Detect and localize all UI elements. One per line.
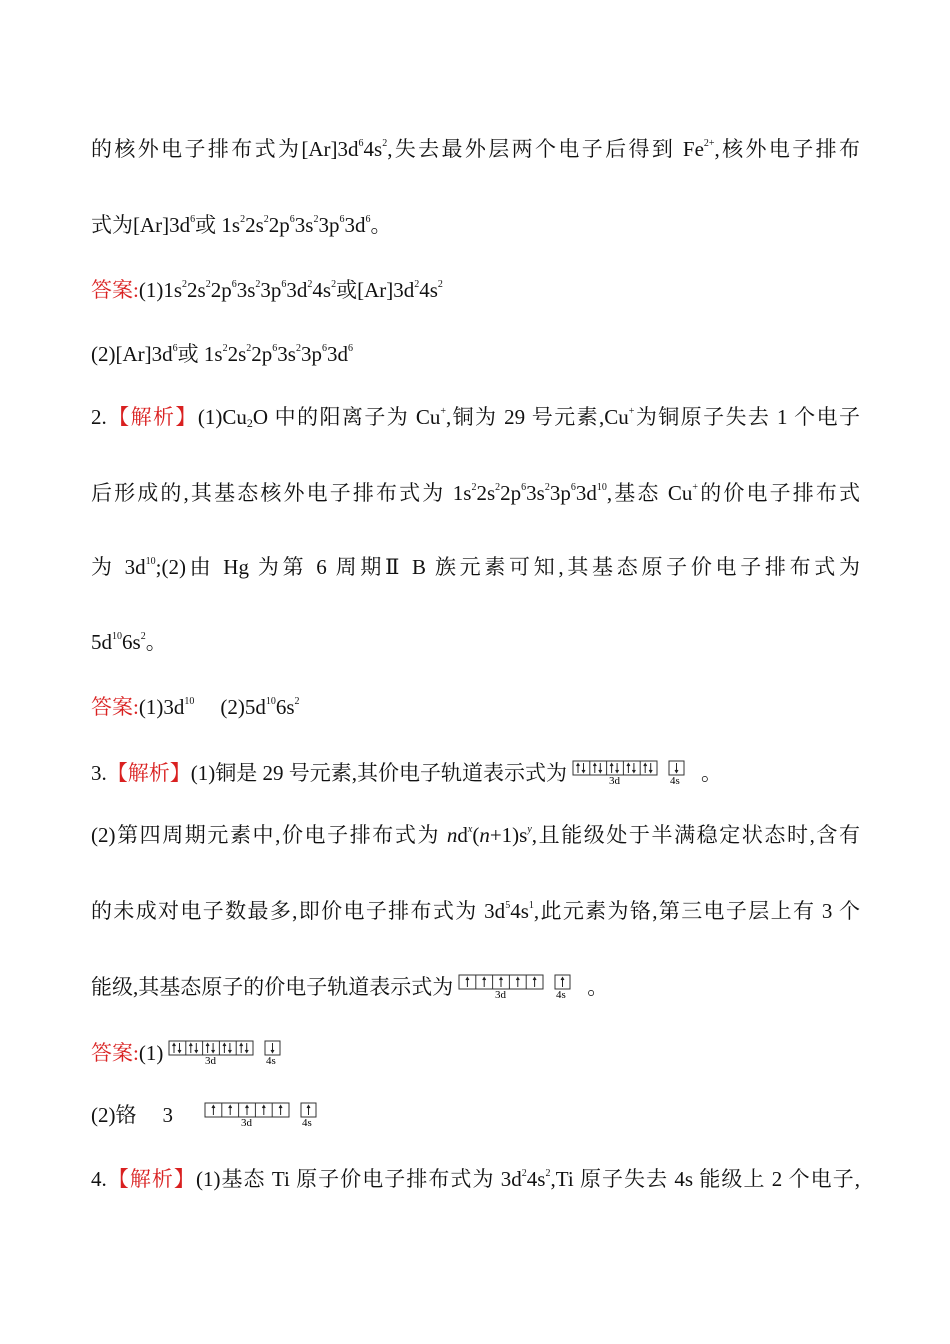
line-2-text: 式为$[Ar]3d^6$或 $1s^22s^22p^63s^23p^63d^6$。 [91, 213, 392, 237]
question-number: 3. [91, 761, 107, 785]
line-8-text: $5d^{10}6s^2$。 [91, 630, 167, 654]
label-3d: 3d [609, 775, 620, 786]
analysis-tag: 【解析】 [106, 761, 191, 785]
answer-4-text: (1) [138, 1041, 164, 1065]
cu-orbital-diagram [571, 760, 697, 786]
q2-text: 2.【解析】$(1)Cu_2O$ 中的阳离子为 Cu+,铜为 29 号元素,Cu+为铜原子失去 1 个电子 [91, 405, 861, 430]
label-4s: 4s [302, 1117, 312, 1128]
text-line-12 [91, 896, 860, 926]
q3-text: (1)铜是 29 号元素,其价电子轨道表示式为 [190, 761, 567, 785]
label-3d: 3d [241, 1117, 252, 1128]
cr-orbital-diagram [457, 974, 583, 1000]
label-3d: 3d [495, 989, 507, 1000]
label-3d: 3d [205, 1055, 217, 1066]
text-line-10 [91, 758, 860, 788]
label-4s: 4s [670, 775, 680, 786]
label-4s: 4s [556, 989, 567, 1000]
label-4s: 4s [266, 1055, 277, 1066]
text-line-16 [91, 1164, 860, 1194]
period: 。 [701, 761, 722, 785]
line-6-text: 后形成的,其基态核外电子排布式为 $1s^22s^22p^63s^23p^63d^{10}$,基态 Cu+的价电子排布式 [91, 481, 861, 505]
text-line-1 [91, 134, 860, 164]
text-line-5 [91, 402, 860, 432]
answer-label: 答案: [91, 695, 139, 719]
answer-label: 答案: [91, 278, 139, 302]
answer-1-text: $(1)1s^22s^22p^63s^23p^63d^24s^2$或$[Ar]3d^24s^2$ [138, 278, 443, 302]
answer-5-count: 3 [162, 1103, 173, 1127]
cr-orbital-answer [203, 1102, 329, 1128]
text-line-13 [91, 972, 860, 1002]
text-line-2 [91, 210, 860, 240]
line-7-text: 为 $3d^{10};(2)$由 Hg 为第 6 周期Ⅱ B 族元素可知,其基态原子价电子排布式为 [91, 555, 860, 579]
text-line-7 [91, 552, 860, 582]
text-line-11 [91, 820, 860, 850]
answer-line-5 [91, 1100, 860, 1130]
answer-line-3 [91, 692, 860, 722]
cu-orbital-answer [167, 1040, 293, 1066]
answer-line-1 [91, 275, 860, 305]
answer-3a: $(1)3d^{10}$ [138, 695, 195, 719]
answer-line-2 [91, 339, 860, 369]
line-11-text: (2)第四周期元素中,价电子排布式为 $nd^x(n+1)s^y$,且能级处于半满稳定状态时,含有 [91, 823, 860, 847]
question-number: 2. [91, 405, 107, 429]
answer-2-text: $(2)[Ar]3d^6$或 $1s^22s^22p^63s^23p^63d^6$ [91, 342, 353, 366]
line-13-text: 能级,其基态原子的价电子轨道表示式为 [91, 975, 454, 999]
text-line-6 [91, 478, 860, 508]
q4-text: 4.【解析】(1)基态 Ti 原子价电子排布式为 $3d^24s^2,Ti$ 原子失去 4s 能级上 2 个电子, [91, 1167, 860, 1191]
question-number: 4. [91, 1167, 107, 1191]
answer-3b: $(2)5d^{10}6s^2$ [220, 695, 300, 719]
line-1-text: 的核外电子排布式为$[Ar]3d^64s^2$,失去最外层两个电子后得到 $Fe^{2+}$,核外电子排布 [91, 137, 861, 161]
text-line-8 [91, 627, 860, 657]
analysis-tag: 【解析】 [106, 405, 198, 429]
answer-label: 答案: [91, 1041, 139, 1065]
line-12-text: 的未成对电子数最多,即价电子排布式为 $3d^54s^1$,此元素为铬,第三电子层上有 3 个 [91, 899, 861, 923]
answer-5-text: (2)铬 [91, 1103, 137, 1127]
period: 。 [587, 975, 609, 999]
analysis-tag: 【解析】 [106, 1167, 196, 1191]
answer-line-4 [91, 1038, 860, 1068]
